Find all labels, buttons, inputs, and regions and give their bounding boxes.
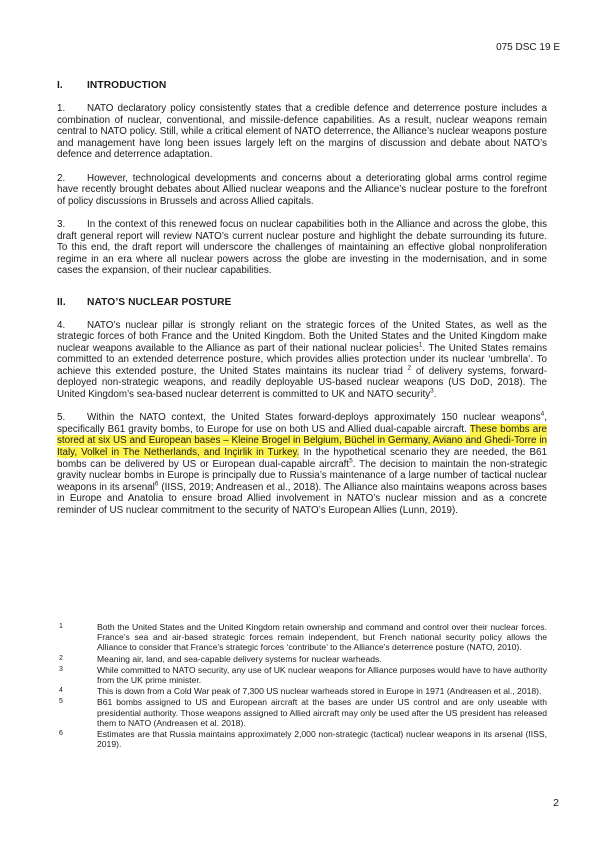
- footnote-number: 2: [59, 654, 63, 662]
- footnote-reference: 5: [349, 457, 353, 465]
- paragraph-number: 2.: [57, 172, 66, 184]
- footnote-text: B61 bombs assigned to US and European aircraft at the bases are under US control and are only useable with presidential authority. Those weapons assigned to Allied aircraft may only be used after the US president has released them to NATO (Andreasen et al. 2018).: [97, 697, 547, 728]
- paragraph-1: 1. NATO declaratory policy consistently states that a credible defence and deterrence posture includes a combination of nuclear, conventional, and missile-defence capabilities. As a result, nuclear weapons remain central to NATO policy. Still, while a critical element of NATO deterrence, the Alliance’s nuclear weapons posture and management have long been issues largely left on the margins of discussion and debate about NATO’s defence and deterrence adaptation.: [57, 103, 547, 161]
- footnote-reference: 1: [418, 341, 423, 349]
- footnotes: [57, 622, 547, 750]
- footnote-reference: 6: [154, 480, 159, 488]
- paragraph-2: 2. However, technological developments and concerns about a deteriorating global arms control regime have recently brought debates about Allied nuclear weapons and the Alliance’s nuclear posture to the forefront of policy discussions in Brussels and across Allied capitals.: [57, 172, 547, 207]
- section-nuclear-posture: [57, 297, 547, 517]
- page-number: 2: [553, 797, 559, 809]
- footnote: [57, 622, 547, 653]
- paragraph-number: 1.: [57, 103, 66, 114]
- section-introduction: [57, 80, 547, 277]
- footnote-number: 6: [59, 730, 63, 738]
- highlighted-text: These bombs are stored at six US and European bases – Kleine Brogel in Belgium, Büchel in Germany, Aviano and Ghedi-Torre in Italy, Volkel in The Netherlands, and Inçirlik in Turkey.: [57, 423, 548, 459]
- paragraph-5: 5. Within the NATO context, the United States forward-deploys approximately 150 nuclear weapons$^4$, specifically B61 gravity bombs, to Europe for use on both US and Allied dual-capable aircraft. These bombs are stored at six US and European bases – Kleine Brogel in Belgium, Büchel in Germany, Aviano and Ghedi-Torre in Italy, Volkel in The Netherlands, and Inçirlik in Turkey. In the hypothetical scenario they are needed, the B61 bombs can be delivered by US or European dual-capable aircraft$^5$. The decision to maintain the non-strategic gravity nuclear bombs in Europe is principally due to Russia’s maintenance of a large number of tactical nuclear weapons in its arsenal$^6$ (IISS, 2019; Andreasen et al., 2018). The Alliance also maintains weapons across bases in Europe and Anatolia to ensure broad Allied involvement in NATO’s nuclear mission and as a concrete reminder of US nuclear commitment to the security of NATO’s European Allies (Lunn, 2019).: [57, 410, 548, 516]
- paragraph-4: 4. NATO’s nuclear pillar is strongly reliant on the strategic forces of the United States, as well as the strategic forces of both France and the United Kingdom. Both the United States and the United Kingdom make nuclear weapons available to the Alliance as part of their national nuclear policies$^1$. The United States remains committed to an extended deterrence posture, which provides allies protection under its nuclear ‘umbrella’. To achieve this extended posture, the United States maintains its nuclear triad $^2$ of delivery systems, forward-deployed non-strategic weapons, and readily deployable US-based nuclear weapons (US DoD, 2018). The United Kingdom’s sea-based nuclear deterrent is committed to UK and NATO security$^3$.: [57, 319, 547, 401]
- paragraph-number: 3.: [57, 218, 66, 230]
- section-heading: I. INTRODUCTION: [57, 80, 167, 91]
- footnote-reference: 2: [407, 364, 412, 372]
- body-text: [57, 80, 547, 528]
- footnote-number: 1: [59, 623, 63, 630]
- footnote: [57, 729, 547, 749]
- footnote-text: While committed to NATO security, any use of UK nuclear weapons for Alliance purposes would have to have authority from the UK prime minister.: [97, 664, 547, 686]
- footnote: [57, 697, 547, 728]
- paragraph-number: 4.: [57, 319, 66, 331]
- footnote: [57, 654, 547, 664]
- document-reference: 075 DSC 19 E: [496, 42, 560, 53]
- section-heading: II. NATO’S NUCLEAR POSTURE: [57, 296, 232, 308]
- footnote-text: Meaning air, land, and sea-capable delivery systems for nuclear warheads.: [97, 653, 382, 664]
- paragraph-3: 3. In the context of this renewed focus on nuclear capabilities both in the Alliance and across the globe, this draft general report will review NATO’s current nuclear posture and highlight the debate surrounding its future. To this end, the draft report will underscore the challenges of maintaining an effective global nonproliferation regime in an era where all nuclear powers across the globe are investing in the modernisation, and in some cases the expansion, of their nuclear capabilities.: [57, 218, 547, 277]
- footnote-number: 3: [59, 665, 63, 673]
- footnote-text: This is down from a Cold War peak of 7,300 US nuclear warheads stored in Europe in 1971 (Andreasen et al., 2018).: [97, 686, 542, 697]
- footnote: [57, 686, 547, 696]
- paragraph-number: 5.: [57, 412, 66, 424]
- footnote: [57, 665, 547, 685]
- footnote-number: 4: [59, 687, 63, 695]
- footnote-text: Estimates are that Russia maintains approximately 2,000 non-strategic (tactical) nuclear weapons in its arsenal (IISS, 2019).: [97, 729, 547, 750]
- footnote-reference: 3: [430, 387, 434, 395]
- footnote-text: Both the United States and the United Kingdom retain ownership and command and control over their nuclear forces. France’s sea and air-based strategic forces remain independent, but French national security policy allows the Alliance to consider that France’s strategic forces ‘contribute’ to the Alliance’s deterrence posture (NATO, 2010).: [97, 622, 547, 653]
- footnote-number: 5: [59, 698, 63, 706]
- footnote-reference: 4: [540, 410, 545, 418]
